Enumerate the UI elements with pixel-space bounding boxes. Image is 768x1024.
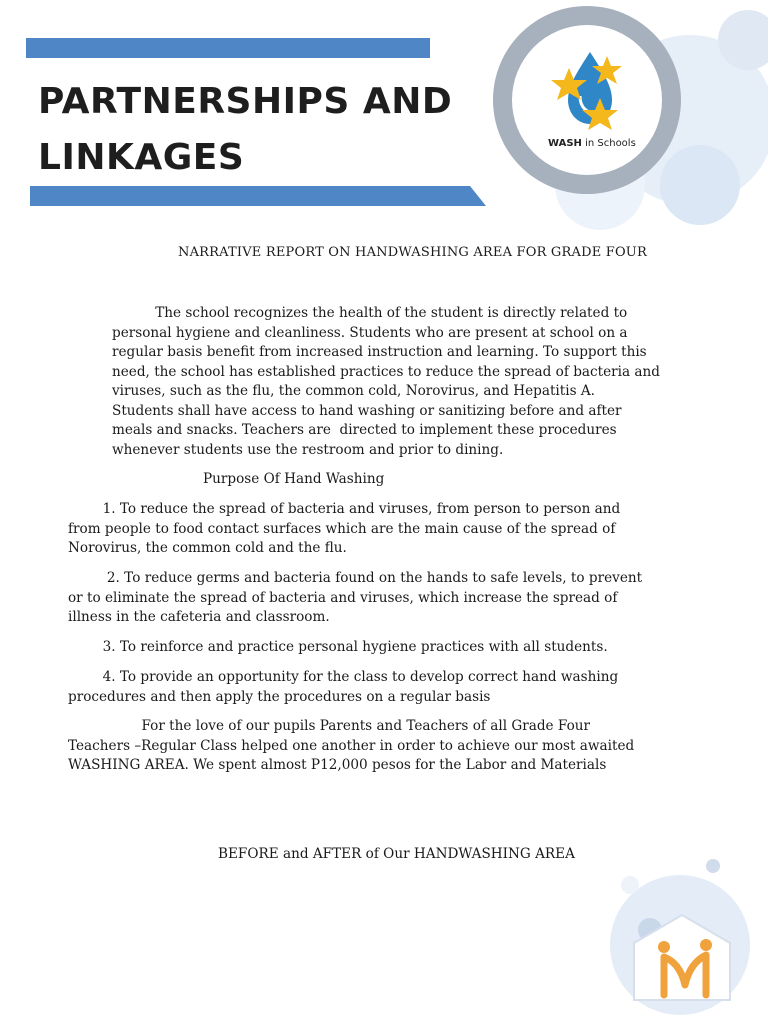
intro-line: Students shall have access to hand washing or sanitizing before and after <box>112 402 622 419</box>
band-top <box>26 38 430 58</box>
closing-paragraph <box>68 717 634 776</box>
intro-line: The school recognizes the health of the student is directly related to <box>112 305 628 321</box>
page-title <box>38 74 452 186</box>
intro-line: whenever students use the restroom and prior to dining. <box>112 441 504 458</box>
intro-line: meals and snacks. Teachers are directed to implement these procedures <box>112 422 617 438</box>
item-line: from people to food contact surfaces which are the main cause of the spread of <box>68 520 616 537</box>
logo-caption-rest: in Schools <box>581 138 636 149</box>
purpose-item-3: 3. To reinforce and practice personal hygiene practices with all students. <box>68 639 608 655</box>
intro-paragraph <box>112 304 660 460</box>
item-line: or to eliminate the spread of bacteria and viruses, which increase the spread of <box>68 589 618 606</box>
item-line: illness in the cafeteria and classroom. <box>68 609 330 625</box>
title-line-2: LINKAGES <box>38 137 245 178</box>
item-line: 1. To reduce the spread of bacteria and viruses, from person to person and <box>68 501 621 517</box>
closing-line: Teachers –Regular Class helped one another in order to achieve our most awaited <box>68 737 635 754</box>
intro-line: need, the school has established practices to reduce the spread of bacteria and <box>112 363 660 380</box>
purpose-item-2 <box>68 569 642 628</box>
logo-caption <box>548 138 638 149</box>
intro-line: personal hygiene and cleanliness. Students who are present at school on a <box>112 324 628 341</box>
bubble-icon <box>706 859 720 873</box>
bubble-icon <box>621 876 639 894</box>
intro-line: regular basis benefit from increased instruction and learning. To support this <box>112 344 647 360</box>
footer-decoration <box>590 845 768 1024</box>
item-line: 2. To reduce germs and bacteria found on the hands to safe levels, to prevent <box>68 570 643 586</box>
purpose-heading: Purpose Of Hand Washing <box>203 471 385 487</box>
band-bottom <box>30 186 486 206</box>
closing-line: For the love of our pupils Parents and Teachers of all Grade Four <box>68 718 591 734</box>
logo-caption-bold: WASH <box>548 138 582 149</box>
closing-line: WASHING AREA. We spent almost P12,000 pesos for the Labor and Materials <box>68 757 607 773</box>
report-heading: NARRATIVE REPORT ON HANDWASHING AREA FOR GRADE FOUR <box>178 245 647 260</box>
item-line: procedures and then apply the procedures on a regular basis <box>68 688 491 705</box>
title-line-1: PARTNERSHIPS AND <box>38 81 453 122</box>
item-line: Norovirus, the common cold and the flu. <box>68 540 347 556</box>
purpose-item-1 <box>68 500 620 559</box>
purpose-item-4 <box>68 668 618 707</box>
photo-caption: BEFORE and AFTER of Our HANDWASHING AREA <box>218 846 575 862</box>
intro-line: viruses, such as the flu, the common cold, Norovirus, and Hepatitis A. <box>112 383 596 399</box>
item-line: 4. To provide an opportunity for the class to develop correct hand washing <box>68 669 619 685</box>
